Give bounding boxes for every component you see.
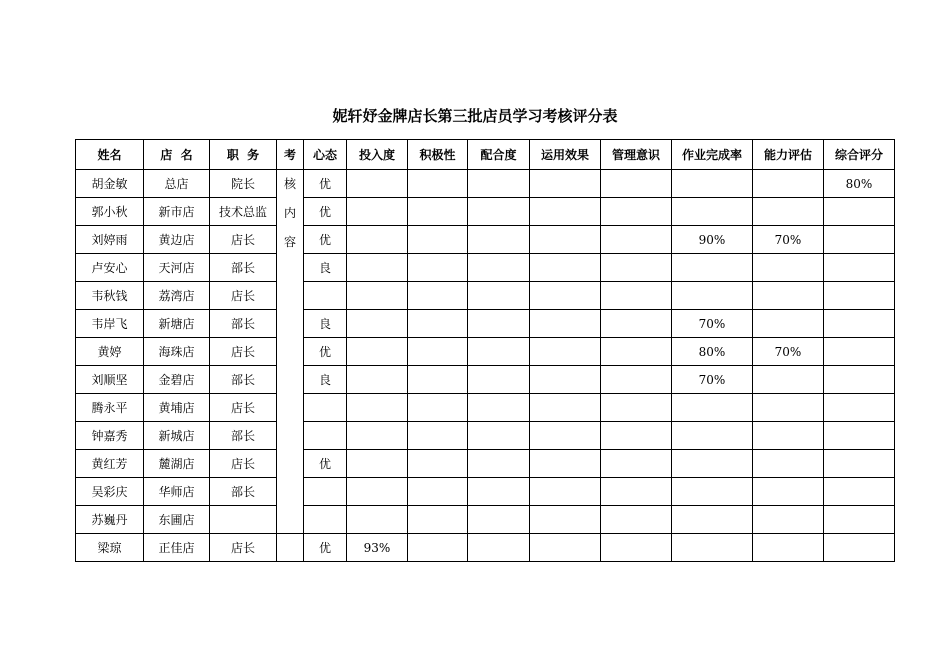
cell-application — [530, 534, 601, 562]
cell-name: 腾永平 — [76, 394, 144, 422]
table-row — [76, 198, 895, 226]
cell-management — [601, 506, 672, 534]
cell-overall: 80% — [824, 170, 895, 198]
header-management: 管理意识 — [601, 140, 672, 170]
cell-attitude: 优 — [304, 338, 347, 366]
cell-initiative — [408, 478, 468, 506]
cell-attitude: 良 — [304, 254, 347, 282]
cell-store: 荔湾店 — [144, 282, 210, 310]
header-investment: 投入度 — [347, 140, 408, 170]
table-row — [76, 254, 895, 282]
cell-attitude: 良 — [304, 310, 347, 338]
cell-completion — [672, 478, 753, 506]
cell-store: 东圃店 — [144, 506, 210, 534]
cell-investment — [347, 254, 408, 282]
cell-completion — [672, 282, 753, 310]
cell-cooperation — [468, 282, 530, 310]
cell-initiative — [408, 366, 468, 394]
cell-attitude — [304, 394, 347, 422]
cell-investment — [347, 338, 408, 366]
cell-store: 华师店 — [144, 478, 210, 506]
cell-completion — [672, 450, 753, 478]
cell-management — [601, 366, 672, 394]
cell-cooperation — [468, 422, 530, 450]
assessment-table — [75, 139, 895, 562]
cell-overall — [824, 366, 895, 394]
cell-completion: 80% — [672, 338, 753, 366]
header-application: 运用效果 — [530, 140, 601, 170]
cell-application — [530, 226, 601, 254]
cell-name: 刘婷雨 — [76, 226, 144, 254]
cell-cooperation — [468, 506, 530, 534]
cell-position: 店长 — [210, 226, 277, 254]
cell-initiative — [408, 534, 468, 562]
table-row — [76, 310, 895, 338]
cell-cooperation — [468, 478, 530, 506]
cell-ability — [753, 478, 824, 506]
cell-ability — [753, 282, 824, 310]
cell-initiative — [408, 338, 468, 366]
cell-initiative — [408, 506, 468, 534]
cell-application — [530, 198, 601, 226]
header-store: 店 名 — [144, 140, 210, 170]
cell-application — [530, 478, 601, 506]
cell-attitude — [304, 282, 347, 310]
header-kao: 考 — [277, 140, 304, 170]
cell-initiative — [408, 170, 468, 198]
cell-ability — [753, 450, 824, 478]
cell-completion — [672, 422, 753, 450]
cell-application — [530, 506, 601, 534]
cell-ability — [753, 506, 824, 534]
table-row — [76, 170, 895, 198]
cell-cooperation — [468, 534, 530, 562]
cell-completion — [672, 506, 753, 534]
cell-investment — [347, 310, 408, 338]
cell-position: 部长 — [210, 422, 277, 450]
cell-store: 总店 — [144, 170, 210, 198]
cell-name: 吴彩庆 — [76, 478, 144, 506]
cell-position: 部长 — [210, 366, 277, 394]
cell-completion — [672, 394, 753, 422]
cell-position: 店长 — [210, 394, 277, 422]
table-row — [76, 282, 895, 310]
cell-initiative — [408, 422, 468, 450]
cell-position: 店长 — [210, 338, 277, 366]
cell-cooperation — [468, 170, 530, 198]
cell-management — [601, 226, 672, 254]
cell-management — [601, 338, 672, 366]
kaohe-char: 内 — [283, 206, 296, 220]
table-row — [76, 394, 895, 422]
cell-ability — [753, 254, 824, 282]
cell-application — [530, 170, 601, 198]
cell-position: 技术总监 — [210, 198, 277, 226]
cell-completion: 70% — [672, 310, 753, 338]
cell-completion: 70% — [672, 366, 753, 394]
cell-management — [601, 170, 672, 198]
cell-investment — [347, 226, 408, 254]
cell-name: 韦岸飞 — [76, 310, 144, 338]
cell-overall — [824, 422, 895, 450]
cell-completion — [672, 254, 753, 282]
cell-management — [601, 478, 672, 506]
cell-application — [530, 282, 601, 310]
cell-investment — [347, 506, 408, 534]
cell-store: 新塘店 — [144, 310, 210, 338]
cell-overall — [824, 254, 895, 282]
cell-initiative — [408, 450, 468, 478]
cell-management — [601, 310, 672, 338]
cell-ability: 70% — [753, 338, 824, 366]
cell-store: 新市店 — [144, 198, 210, 226]
cell-application — [530, 366, 601, 394]
cell-initiative — [408, 282, 468, 310]
cell-attitude — [304, 506, 347, 534]
cell-store: 新城店 — [144, 422, 210, 450]
cell-initiative — [408, 198, 468, 226]
table-header-row — [76, 140, 895, 170]
cell-overall — [824, 198, 895, 226]
cell-position: 店长 — [210, 450, 277, 478]
cell-position: 部长 — [210, 310, 277, 338]
cell-attitude: 良 — [304, 366, 347, 394]
cell-completion — [672, 170, 753, 198]
header-overall: 综合评分 — [824, 140, 895, 170]
table-row — [76, 534, 895, 562]
cell-store: 黄埔店 — [144, 394, 210, 422]
cell-investment — [347, 422, 408, 450]
cell-management — [601, 198, 672, 226]
cell-ability — [753, 198, 824, 226]
cell-initiative — [408, 310, 468, 338]
cell-ability — [753, 310, 824, 338]
header-ability: 能力评估 — [753, 140, 824, 170]
cell-attitude: 优 — [304, 450, 347, 478]
cell-cooperation — [468, 254, 530, 282]
cell-store: 金碧店 — [144, 366, 210, 394]
cell-cooperation — [468, 226, 530, 254]
cell-store: 天河店 — [144, 254, 210, 282]
cell-investment — [347, 478, 408, 506]
cell-position: 店长 — [210, 534, 277, 562]
cell-application — [530, 450, 601, 478]
cell-overall — [824, 310, 895, 338]
cell-store: 麓湖店 — [144, 450, 210, 478]
cell-ability — [753, 170, 824, 198]
cell-overall — [824, 534, 895, 562]
cell-position — [210, 506, 277, 534]
cell-overall — [824, 282, 895, 310]
cell-name: 黄红芳 — [76, 450, 144, 478]
cell-store: 正佳店 — [144, 534, 210, 562]
cell-application — [530, 394, 601, 422]
cell-overall — [824, 478, 895, 506]
cell-completion — [672, 534, 753, 562]
cell-management — [601, 282, 672, 310]
cell-management — [601, 534, 672, 562]
cell-initiative — [408, 226, 468, 254]
cell-ability — [753, 366, 824, 394]
cell-investment — [347, 282, 408, 310]
cell-cooperation — [468, 310, 530, 338]
header-name: 姓名 — [76, 140, 144, 170]
cell-application — [530, 254, 601, 282]
cell-position: 院长 — [210, 170, 277, 198]
cell-overall — [824, 394, 895, 422]
kaohe-char: 容 — [283, 235, 296, 249]
cell-overall — [824, 450, 895, 478]
cell-position: 部长 — [210, 254, 277, 282]
cell-overall — [824, 506, 895, 534]
cell-investment: 93% — [347, 534, 408, 562]
page-title: 妮轩妤金牌店长第三批店员学习考核评分表 — [332, 107, 618, 125]
cell-management — [601, 394, 672, 422]
cell-name: 钟嘉秀 — [76, 422, 144, 450]
header-cooperation: 配合度 — [468, 140, 530, 170]
table-row — [76, 506, 895, 534]
cell-name: 梁琼 — [76, 534, 144, 562]
cell-attitude: 优 — [304, 226, 347, 254]
table-row — [76, 478, 895, 506]
header-position: 职 务 — [210, 140, 277, 170]
cell-ability — [753, 394, 824, 422]
cell-initiative — [408, 394, 468, 422]
cell-ability: 70% — [753, 226, 824, 254]
cell-investment — [347, 170, 408, 198]
cell-store: 黄边店 — [144, 226, 210, 254]
cell-name: 郭小秋 — [76, 198, 144, 226]
header-initiative: 积极性 — [408, 140, 468, 170]
cell-application — [530, 310, 601, 338]
cell-attitude: 优 — [304, 170, 347, 198]
cell-name: 苏巍丹 — [76, 506, 144, 534]
kaohe-char: 核 — [283, 177, 296, 191]
table-row — [76, 450, 895, 478]
table-row — [76, 226, 895, 254]
cell-attitude: 优 — [304, 198, 347, 226]
cell-management — [601, 450, 672, 478]
cell-investment — [347, 366, 408, 394]
cell-investment — [347, 394, 408, 422]
cell-position: 店长 — [210, 282, 277, 310]
table-row — [76, 422, 895, 450]
cell-investment — [347, 450, 408, 478]
cell-completion: 90% — [672, 226, 753, 254]
cell-attitude — [304, 422, 347, 450]
cell-name: 刘顺坚 — [76, 366, 144, 394]
kaohe-blank-cell — [277, 534, 304, 562]
header-completion: 作业完成率 — [672, 140, 753, 170]
cell-management — [601, 422, 672, 450]
cell-ability — [753, 534, 824, 562]
cell-name: 胡金敏 — [76, 170, 144, 198]
cell-overall — [824, 338, 895, 366]
cell-cooperation — [468, 366, 530, 394]
cell-attitude: 优 — [304, 534, 347, 562]
table-row — [76, 338, 895, 366]
cell-completion — [672, 198, 753, 226]
cell-cooperation — [468, 338, 530, 366]
cell-management — [601, 254, 672, 282]
cell-initiative — [408, 254, 468, 282]
cell-ability — [753, 422, 824, 450]
cell-store: 海珠店 — [144, 338, 210, 366]
cell-cooperation — [468, 450, 530, 478]
cell-name: 韦秋钱 — [76, 282, 144, 310]
cell-name: 黄婷 — [76, 338, 144, 366]
cell-name: 卢安心 — [76, 254, 144, 282]
cell-application — [530, 338, 601, 366]
cell-attitude — [304, 478, 347, 506]
cell-investment — [347, 198, 408, 226]
table-row — [76, 366, 895, 394]
cell-cooperation — [468, 198, 530, 226]
header-attitude: 心态 — [304, 140, 347, 170]
cell-application — [530, 422, 601, 450]
cell-position: 部长 — [210, 478, 277, 506]
kaohe-content-cell — [277, 170, 304, 534]
cell-cooperation — [468, 394, 530, 422]
cell-overall — [824, 226, 895, 254]
